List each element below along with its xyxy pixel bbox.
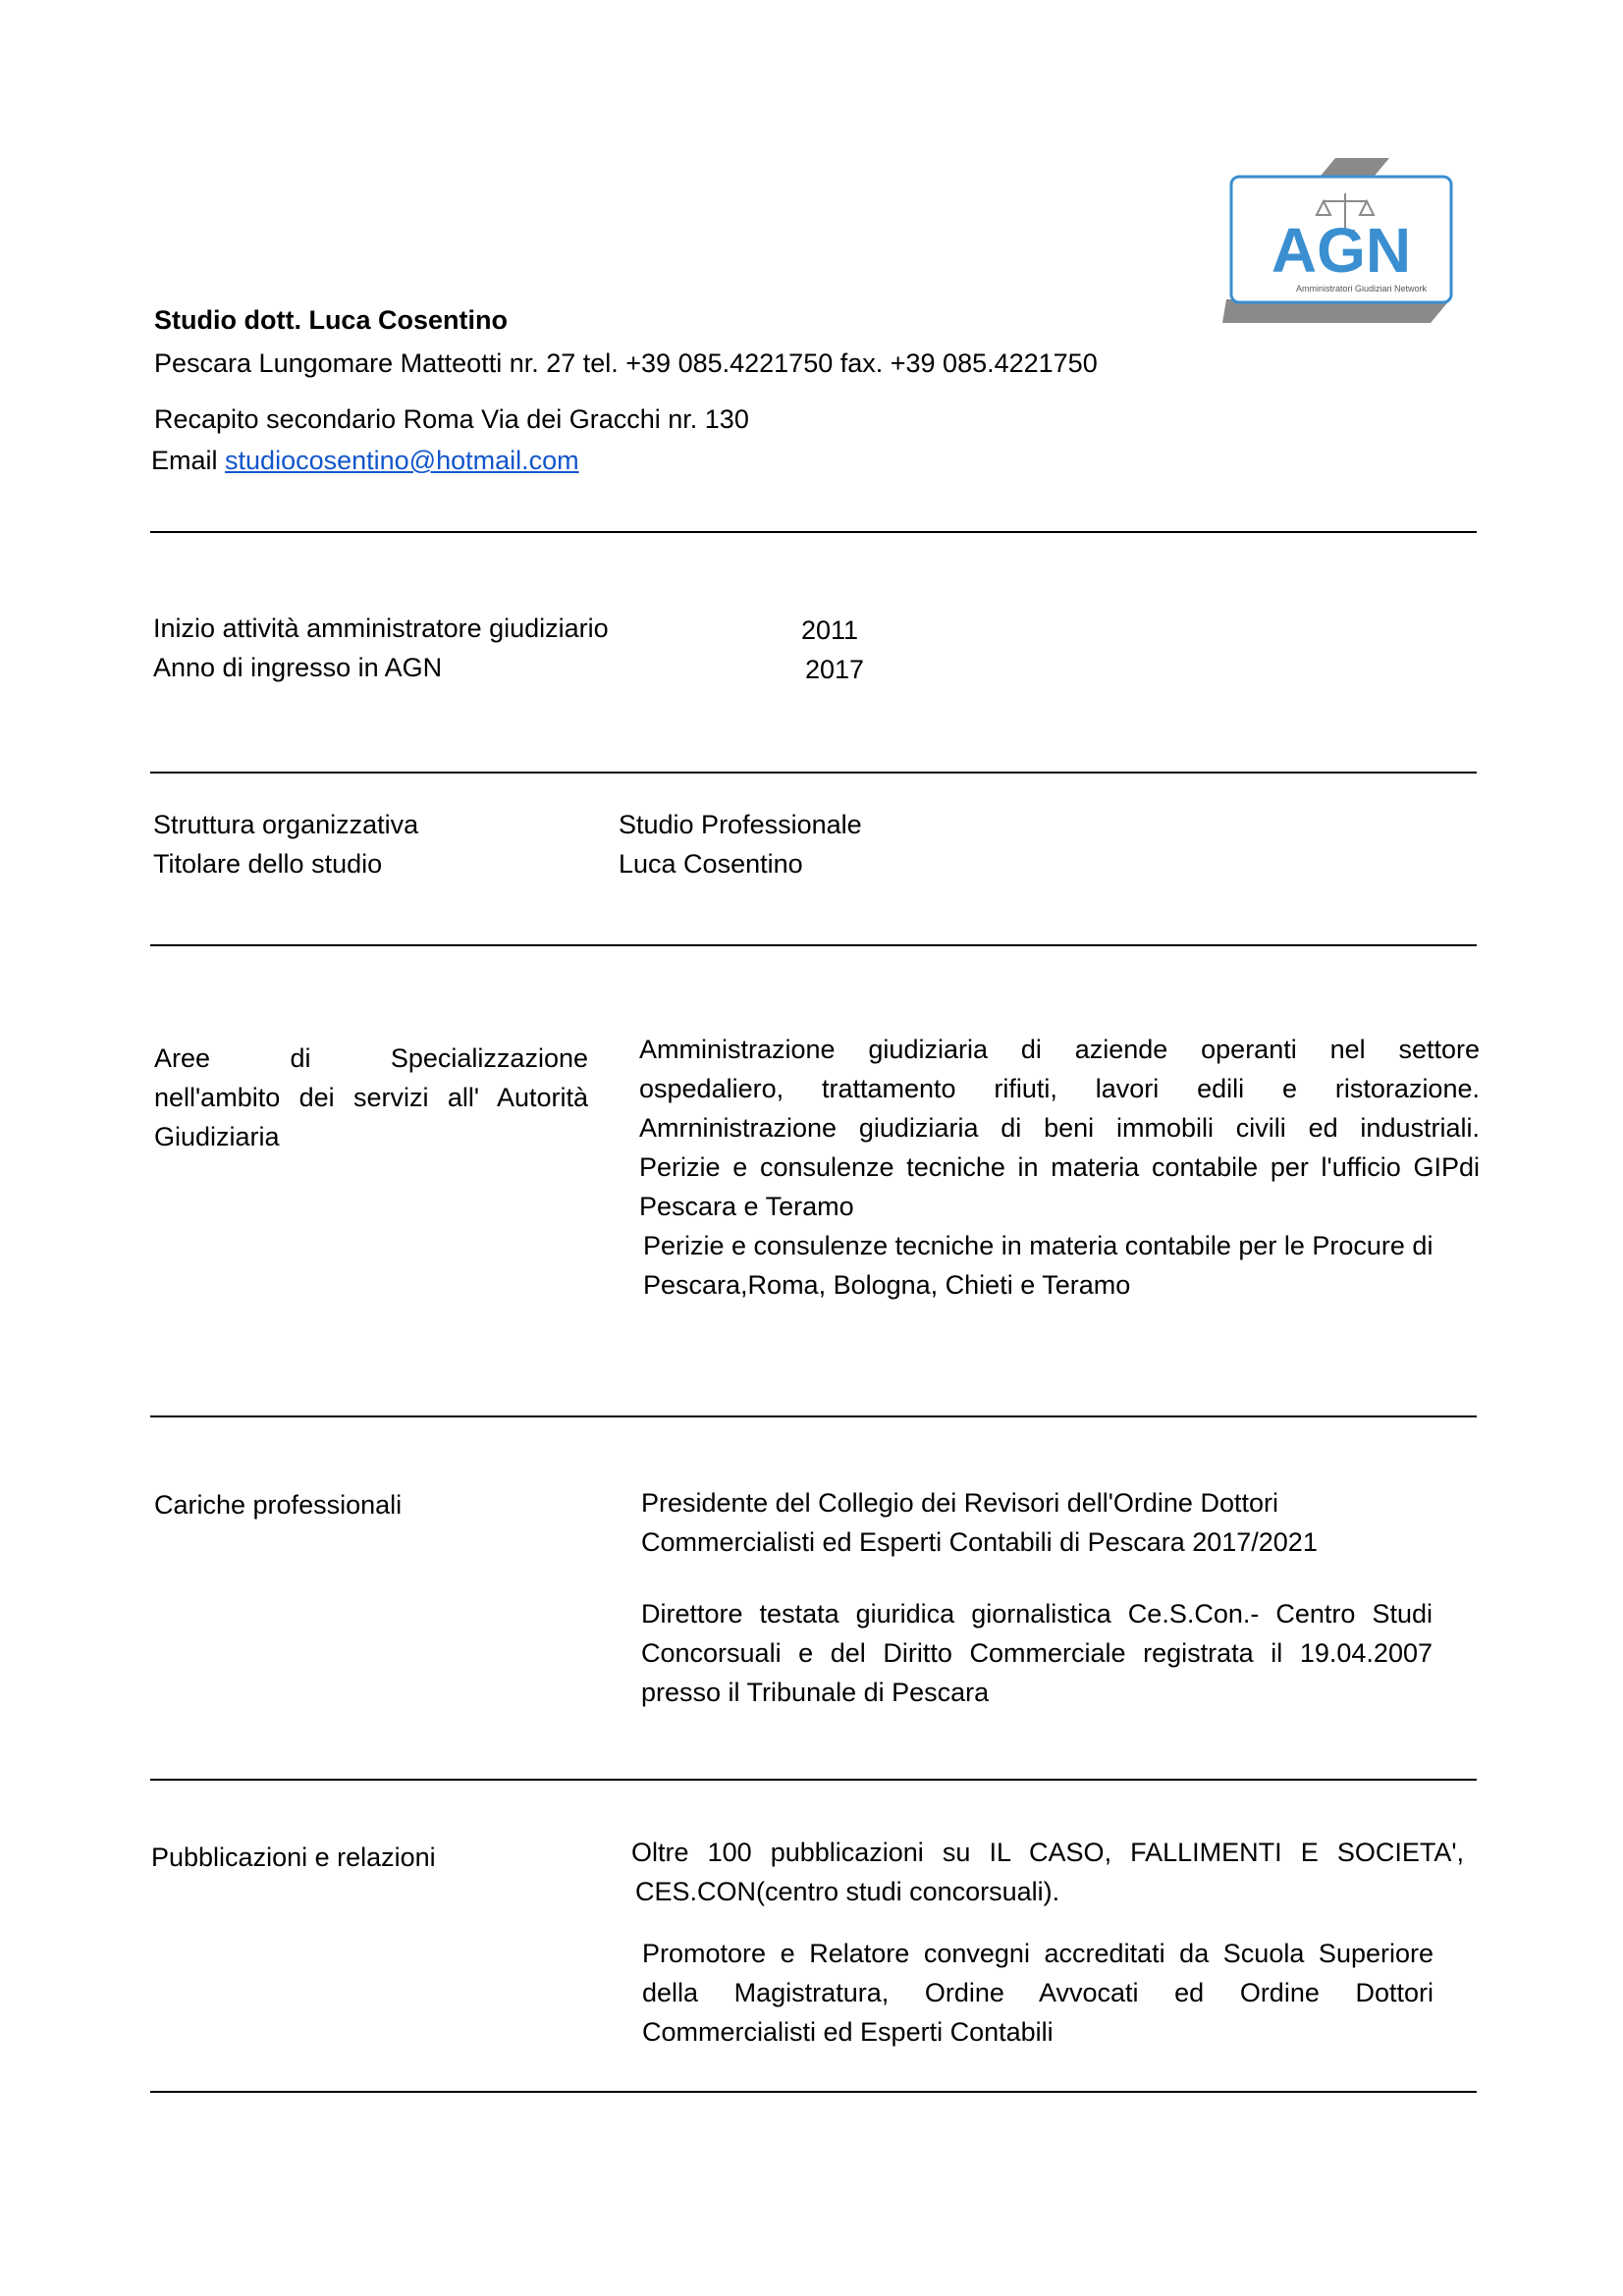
spec-line: Pescara,Roma, Bologna, Chieti e Teramo <box>643 1270 1131 1300</box>
spec-line: Amrninistrazione giudiziaria di beni immobili civili ed industriali. <box>639 1113 1480 1143</box>
pub-line: della Magistratura, Ordine Avvocati ed Ordine Dottori <box>642 1978 1434 2007</box>
roles-line: presso il Tribunale di Pescara <box>641 1678 990 1707</box>
address-line: Pescara Lungomare Matteotti nr. 27 tel. +39 085.4221750 fax. +39 085.4221750 <box>154 348 1098 378</box>
spec-label-line: Giudiziaria <box>154 1122 280 1151</box>
org-value: Studio Professionale <box>619 810 862 839</box>
divider <box>150 531 1477 533</box>
email-row <box>151 441 579 480</box>
roles-line: Commercialisti ed Esperti Contabili di Pescara 2017/2021 <box>641 1527 1318 1557</box>
roles-line: Concorsuali e del Diritto Commerciale registrata il 19.04.2007 <box>641 1638 1433 1668</box>
spec-label-line: nell'ambito dei servizi all' Autorità <box>154 1083 588 1112</box>
org-label: Struttura organizzativa <box>153 810 419 839</box>
roles-p2 <box>641 1594 1433 1712</box>
entry-label: Anno di ingresso in AGN <box>153 653 443 682</box>
pub-line: Commercialisti ed Esperti Contabili <box>642 2017 1054 2047</box>
start-label: Inizio attività amministratore giudiziario <box>153 614 609 643</box>
logo-text: AGN <box>1271 215 1412 286</box>
pub-line: CES.CON(centro studi concorsuali). <box>635 1877 1060 1906</box>
studio-name: Studio dott. Luca Cosentino <box>154 305 508 335</box>
roles-label: Cariche professionali <box>154 1490 403 1520</box>
specialization-label <box>154 1039 588 1156</box>
spec-line: Perizie e consulenze tecniche in materia contabile per le Procure di <box>643 1231 1434 1260</box>
publications-label: Pubblicazioni e relazioni <box>151 1842 436 1872</box>
publications-p2 <box>642 1934 1434 2052</box>
start-value: 2011 <box>801 615 859 645</box>
pub-line: Promotore e Relatore convegni accreditati da Scuola Superiore <box>642 1939 1434 1968</box>
pub-line: Oltre 100 pubblicazioni su IL CASO, FALLIMENTI E SOCIETA', <box>631 1838 1464 1867</box>
spec-line: Amministrazione giudiziaria di aziende operanti nel settore <box>639 1035 1480 1064</box>
email-label: Email <box>151 446 218 475</box>
owner-label: Titolare dello studio <box>153 849 383 879</box>
spec-label-line: Aree di Specializzazione <box>154 1043 588 1073</box>
divider <box>150 944 1477 946</box>
agn-logo <box>1222 152 1478 329</box>
spec-line: Pescara e Teramo <box>639 1192 854 1221</box>
entry-value: 2017 <box>805 655 865 684</box>
email-link[interactable]: studiocosentino@hotmail.com <box>225 446 579 475</box>
secondary-address: Recapito secondario Roma Via dei Gracchi nr. 130 <box>154 404 749 434</box>
divider <box>150 772 1477 774</box>
spec-line: Perizie e consulenze tecniche in materia contabile per l'ufficio GIPdi <box>639 1152 1480 1182</box>
specialization-text <box>639 1030 1480 1305</box>
roles-line: Presidente del Collegio dei Revisori dell'Ordine Dottori <box>641 1488 1278 1518</box>
divider <box>150 1415 1477 1417</box>
publications-p1 <box>631 1833 1464 1911</box>
divider <box>150 1779 1477 1781</box>
divider <box>150 2091 1477 2093</box>
logo-subtitle: Amministratori Giudiziari Network <box>1295 284 1427 294</box>
spec-line: ospedaliero, trattamento rifiuti, lavori edili e ristorazione. <box>639 1074 1480 1103</box>
roles-line: Direttore testata giuridica giornalistica Ce.S.Con.- Centro Studi <box>641 1599 1433 1629</box>
agn-logo-graphic <box>1222 152 1478 329</box>
roles-p1 <box>641 1483 1446 1562</box>
owner-value: Luca Cosentino <box>619 849 803 879</box>
